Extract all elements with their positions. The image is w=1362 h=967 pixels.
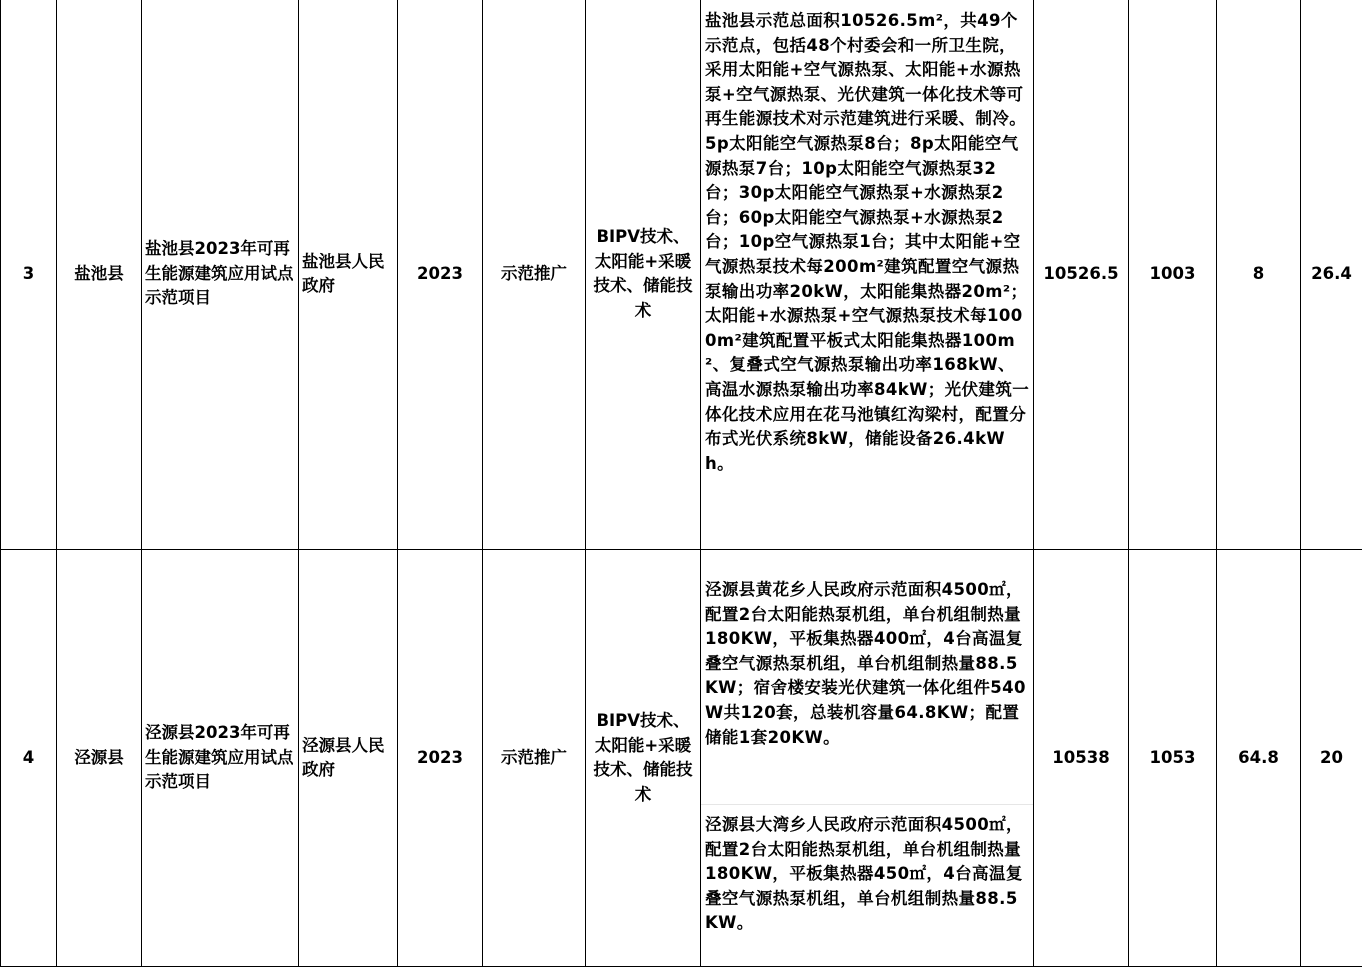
description-cell	[701, 550, 1034, 967]
table-row	[1, 550, 1362, 967]
description-paragraph: 泾源县黄花乡人民政府示范面积4500㎡，配置2台太阳能热泵机组，单台机组制热量180KW，平板集热器400㎡，4台高温复叠空气源热泵机组，单台机组制热量88.5KW；宿舍楼安装光伏建筑一体化组件540W共120套，总装机容量64.8KW；配置储能1套20KW。	[701, 550, 1033, 805]
project-name-cell: 泾源县2023年可再生能源建筑应用试点示范项目	[142, 550, 299, 967]
type-cell: 示范推广	[483, 550, 586, 967]
project-name-cell: 盐池县2023年可再生能源建筑应用试点示范项目	[142, 0, 299, 550]
description-cell: 盐池县示范总面积10526.5m²，共49个示范点，包括48个村委会和一所卫生院，采用太阳能+空气源热泵、太阳能+水源热泵+空气源热泵、光伏建筑一体化技术等可再生能源技术对示范建筑进行采暖、制冷。5p太阳能空气源热泵8台；8p太阳能空气源热泵7台；10p太阳能空气源热泵32台；30p太阳能空气源热泵+水源热泵2台；60p太阳能空气源热泵+水源热泵2台；10p空气源热泵1台；其中太阳能+空气源热泵技术每200m²建筑配置空气源热泵输出功率20kW，太阳能集热器20m²；太阳能+水源热泵+空气源热泵技术每1000m²建筑配置平板式太阳能集热器100m²、复叠式空气源热泵输出功率168kW、高温水源热泵输出功率84kW；光伏建筑一体化技术应用在花马池镇红沟梁村，配置分布式光伏系统8kW，储能设备26.4kWh。	[701, 0, 1034, 550]
owner-cell: 泾源县人民政府	[299, 550, 398, 967]
value-cell-3: 26.4	[1301, 0, 1362, 550]
value-cell-2: 8	[1217, 0, 1301, 550]
description-paragraph: 泾源县大湾乡人民政府示范面积4500㎡，配置2台太阳能热泵机组，单台机组制热量180KW，平板集热器450㎡，4台高温复叠空气源热泵机组，单台机组制热量88.5KW。	[705, 815, 1023, 933]
row-number: 4	[1, 550, 57, 967]
value-cell-1: 1053	[1129, 550, 1217, 967]
area-cell: 10526.5	[1034, 0, 1129, 550]
county-cell: 盐池县	[57, 0, 142, 550]
year-cell: 2023	[398, 0, 483, 550]
value-cell-3: 20	[1301, 550, 1362, 967]
technology-cell: BIPV技术、太阳能+采暖技术、储能技术	[586, 550, 701, 967]
table-row	[1, 0, 1362, 550]
technology-cell: BIPV技术、太阳能+采暖技术、储能技术	[586, 0, 701, 550]
type-cell: 示范推广	[483, 0, 586, 550]
area-cell: 10538	[1034, 550, 1129, 967]
county-cell: 泾源县	[57, 550, 142, 967]
value-cell-2: 64.8	[1217, 550, 1301, 967]
row-number: 3	[1, 0, 57, 550]
year-cell: 2023	[398, 550, 483, 967]
owner-cell: 盐池县人民政府	[299, 0, 398, 550]
value-cell-1: 1003	[1129, 0, 1217, 550]
